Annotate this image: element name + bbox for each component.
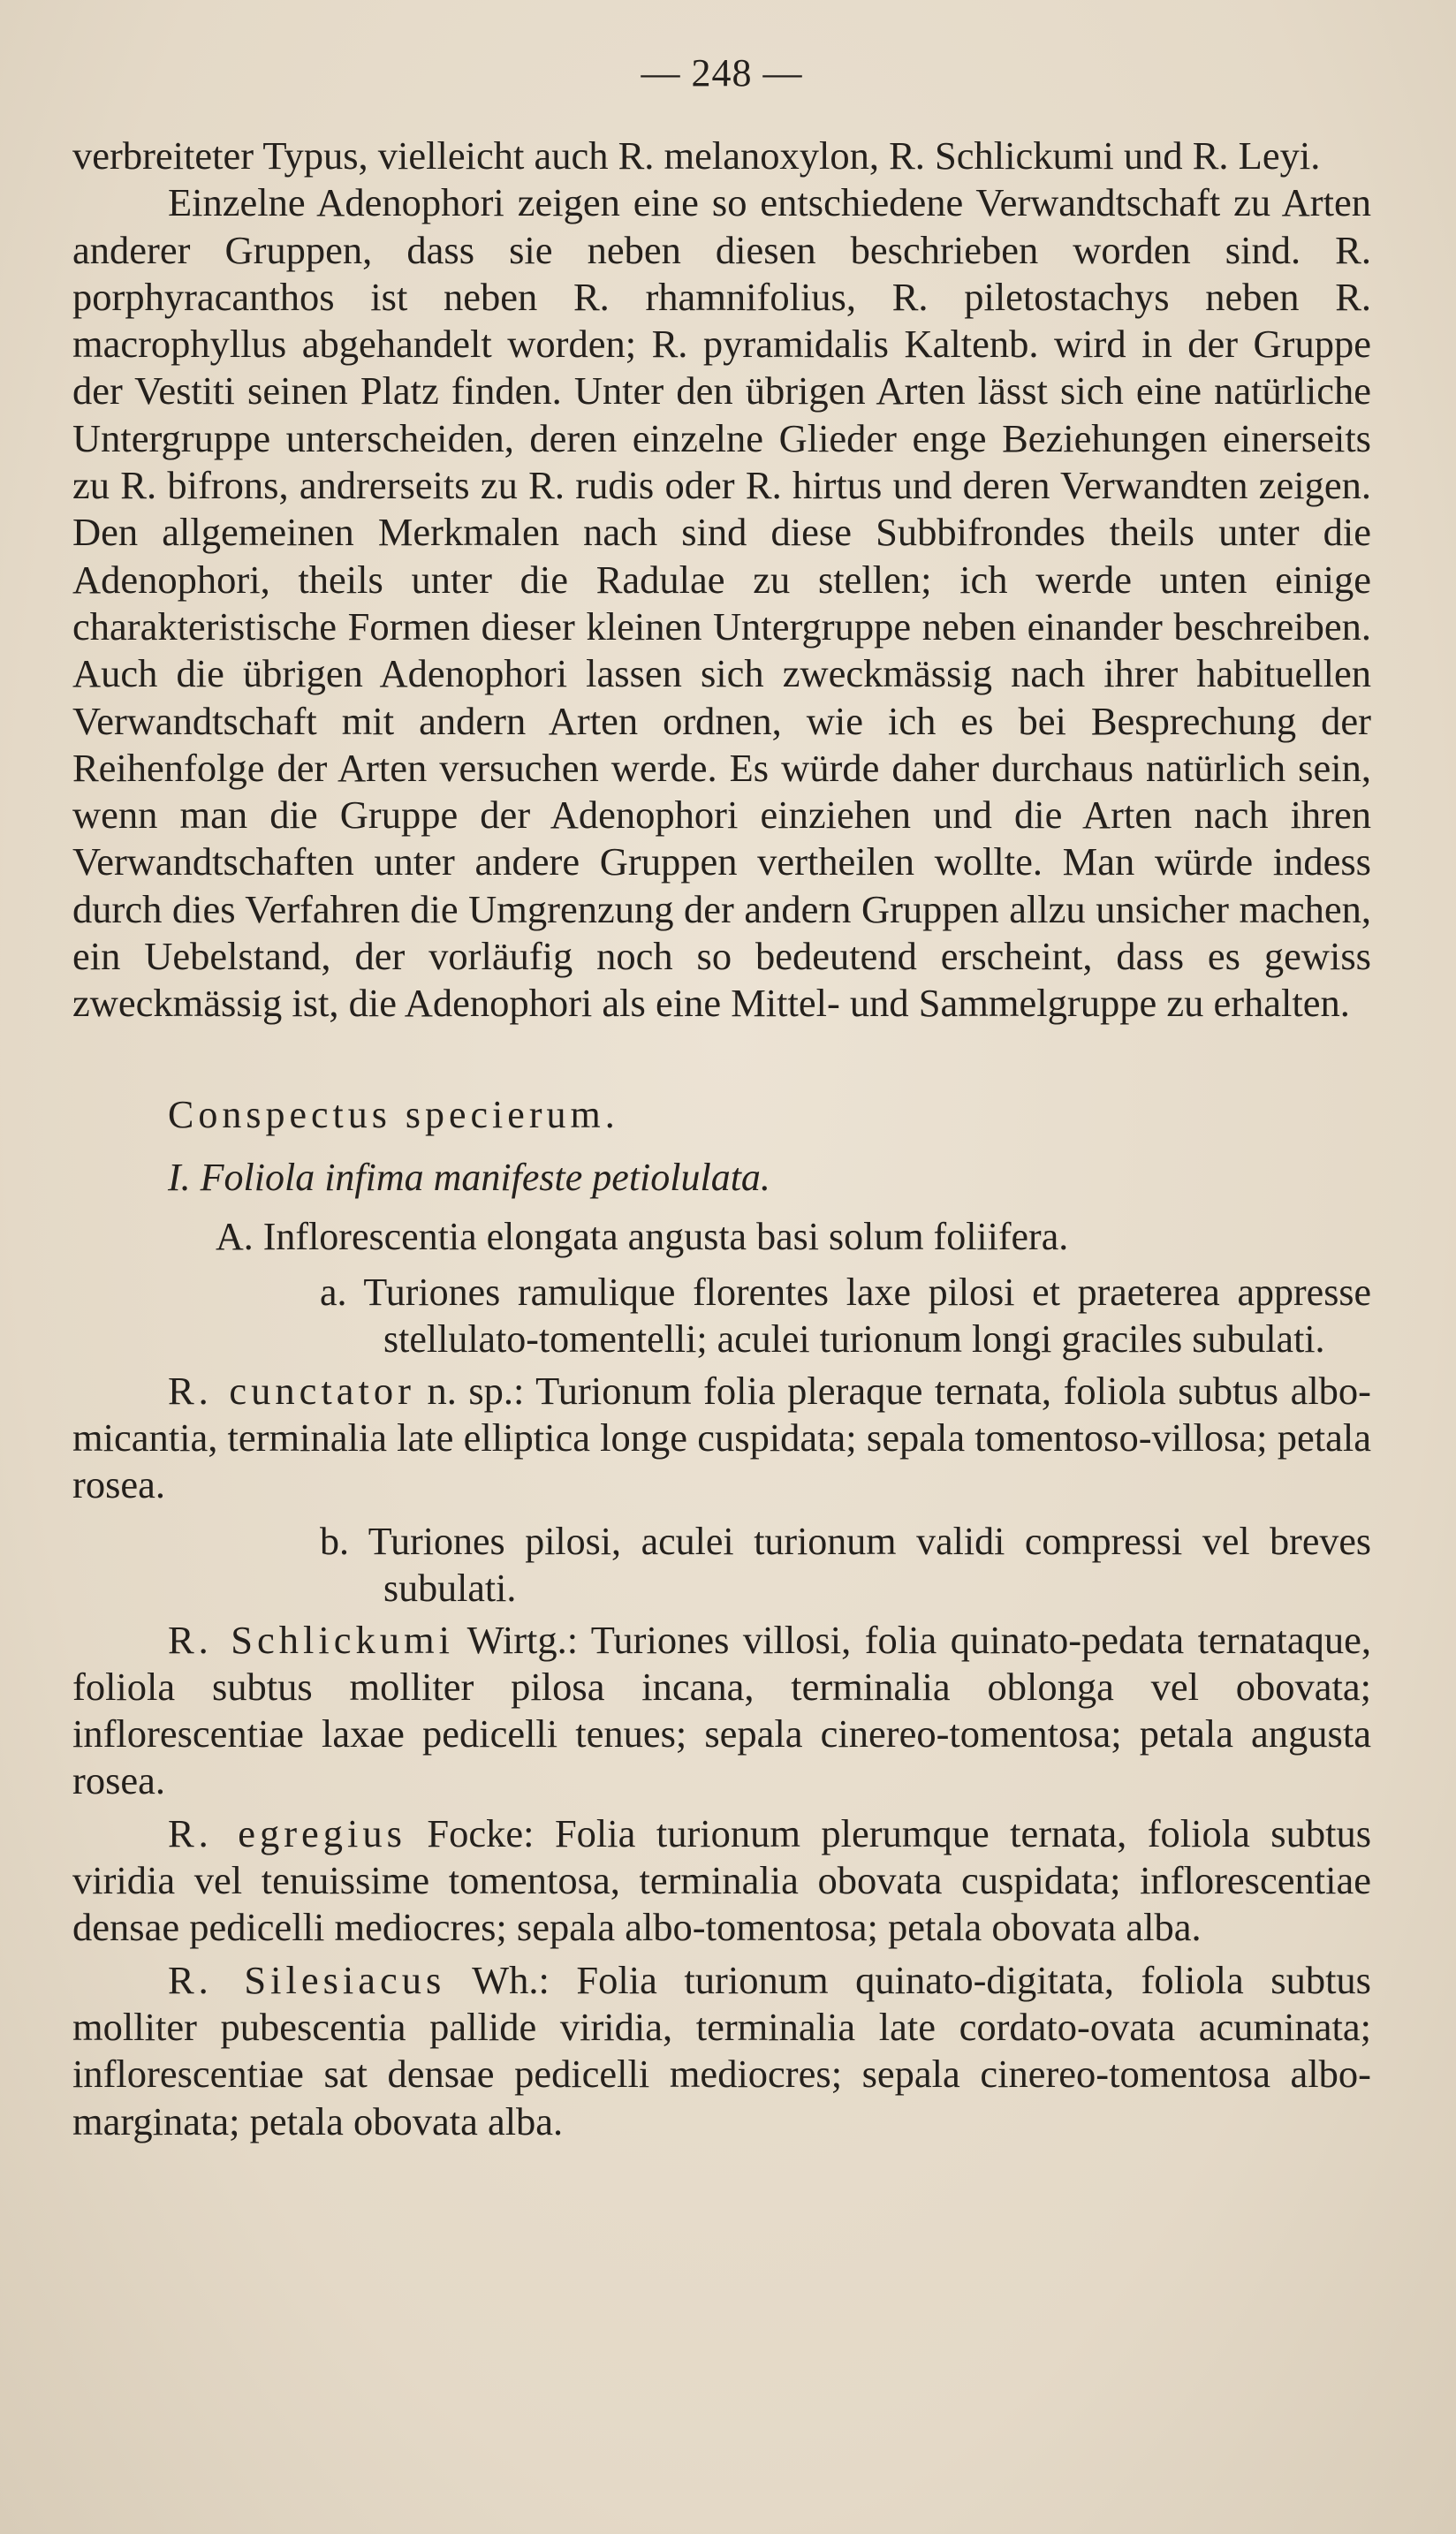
- species-name: R. cunctator: [168, 1368, 415, 1413]
- paragraph-adenophori: Einzelne Adenophori zeigen eine so entschiedene Verwandtschaft zu Arten anderer Gruppen, dass sie neben diesen beschrieben worden sind. R. porphyracanthos ist neben R. rhamnifolius, R. piletostachys neben R. macrophyllus abgehandelt worden; R. pyramidalis Kaltenb. wird in der Gruppe der Vestiti seinen Platz finden. Unter den übrigen Arten lässt sich eine natürliche Untergruppe unterscheiden, deren einzelne Glieder enge Beziehungen einerseits zu R. bifrons, andrerseits zu R. rudis oder R. hirtus und deren Verwandten zeigen. Den allgemeinen Merkmalen nach sind diese Subbifrondes theils unter die Adenophori, theils unter die Radulae zu stellen; ich werde unten einige charakteristische Formen dieser kleinen Untergruppe neben einander beschreiben. Auch die übrigen Adenophori lassen sich zweckmässig nach ihrer habituellen Verwandtschaft mit andern Arten ordnen, wie ich es bei Besprechung der Reihenfolge der Arten versuchen werde. Es würde daher durchaus natürlich sein, wenn man die Gruppe der Adenophori einziehen und die Arten nach ihren Verwandtschaften unter andere Gruppen vertheilen wollte. Man würde indess durch dies Verfahren die Umgrenzung der andern Gruppen allzu unsicher machen, ein Uebelstand, der vorläufig noch so bedeutend erscheint, dass es gewiss zweckmässig ist, die Adenophori als eine Mittel- und Sammelgruppe zu erhalten.: [72, 180, 1371, 1026]
- species-authority: Focke:: [427, 1810, 535, 1855]
- key-entry-a-b: b. Turiones pilosi, aculei turionum validi compressi vel breves subulati.: [320, 1519, 1371, 1610]
- species-authority: n. sp.:: [427, 1368, 525, 1413]
- species-description: Folia turionum quinato-digitata, foliola subtus molliter pubescentia pallide viridia, terminalia late cordato-ovata acuminata; inflorescentiae sat densae pedicelli mediocres; sepala cinereo-tomentosa albo-marginata; petala obovata alba.: [72, 1957, 1371, 2143]
- body-text: [72, 133, 1371, 1028]
- species-description: Turionum folia pleraque ternata, foliola subtus albo-micantia, terminalia late elliptica longe cuspidata; sepala tomentoso-villosa; petala rosea.: [72, 1368, 1372, 1507]
- species-authority: Wh.:: [472, 1957, 550, 2002]
- species-name: R. egregius: [168, 1810, 406, 1855]
- species-entry: [72, 1617, 1371, 1805]
- key-entry-a-a: a. Turiones ramulique florentes laxe pilosi et praeterea appresse stellulato-tomentelli; aculei turionum longi graciles subulati.: [320, 1270, 1371, 1361]
- paragraph-continuation: verbreiteter Typus, vielleicht auch R. melanoxylon, R. Schlickumi und R. Leyi.: [72, 133, 1321, 178]
- page-number: — 248 —: [641, 51, 803, 95]
- species-entry: [72, 1368, 1371, 1509]
- species-description: Turiones villosi, folia quinato-pedata ternataque, foliola subtus molliter pilosa incana, terminalia oblonga vel obovata; inflorescentiae laxae pedicelli tenues; sepala cinereo-tomentosa; petala angusta rosea.: [72, 1617, 1372, 1803]
- species-entry: [72, 1957, 1371, 2145]
- species-name: R. Schlickumi: [168, 1617, 454, 1662]
- species-authority: Wirtg.:: [466, 1617, 579, 1662]
- species-description: Folia turionum plerumque ternata, foliola subtus viridia vel tenuissime tomentosa, terminalia obovata cuspidata; inflorescentiae densae pedicelli mediocres; sepala albo-tomentosa; petala obovata alba.: [72, 1810, 1372, 1950]
- key-entry-a: A. Inflorescentia elongata angusta basi solum foliifera.: [216, 1214, 1069, 1258]
- species-entry: [72, 1810, 1371, 1952]
- conspectus-heading: Conspectus specierum.: [168, 1092, 619, 1136]
- section-heading-i: I. Foliola infima manifeste petiolulata.: [168, 1155, 770, 1199]
- species-name: R. Silesiacus: [168, 1957, 446, 2002]
